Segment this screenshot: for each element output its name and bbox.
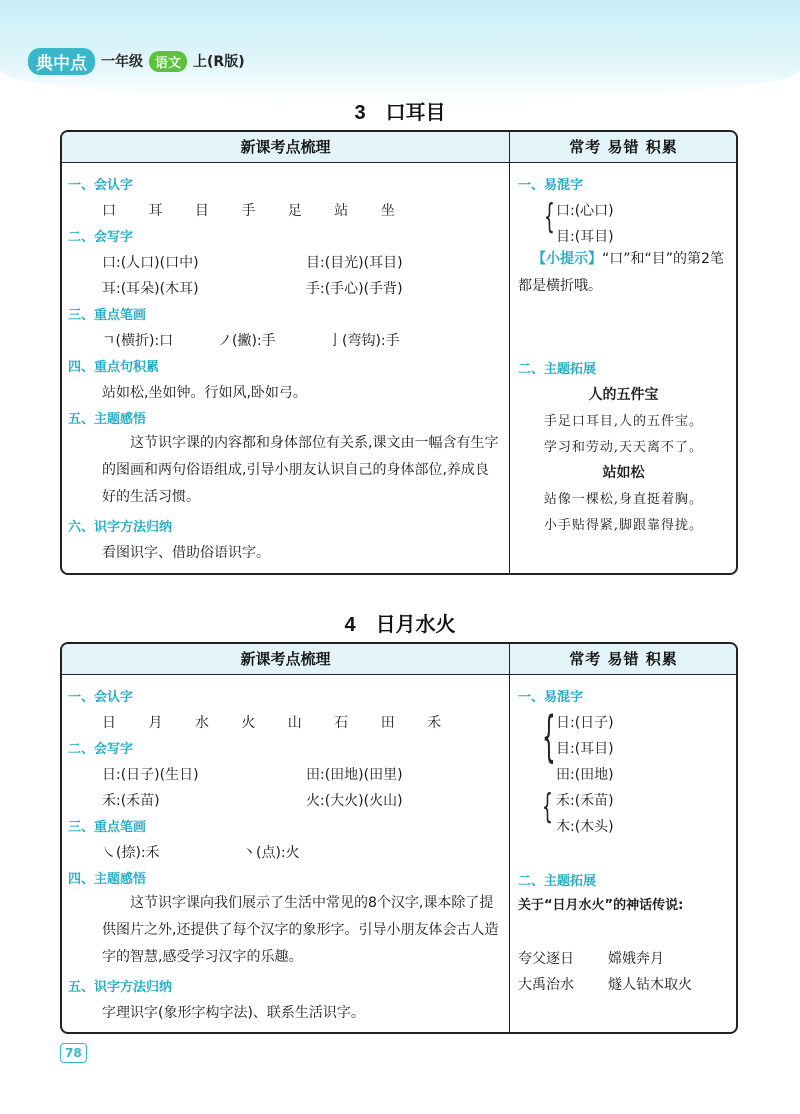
stroke-item: ㇏(捺):禾	[102, 845, 160, 861]
edition-label: 上(R版)	[193, 54, 245, 70]
key-sentence: 站如松,坐如钟。行如风,卧如弓。	[102, 385, 307, 401]
section-heading: 六、识字方法归纳	[68, 520, 173, 535]
right-column-header: 常考 易错 积累	[569, 138, 678, 156]
write-word: 火:(大火)(火山)	[306, 793, 403, 809]
section-heading: 二、会写字	[68, 742, 134, 757]
method-summary: 看图识字、借助俗语识字。	[102, 545, 270, 561]
stroke-item: ㄱ(横折):口	[102, 333, 174, 349]
section-heading: 一、会认字	[68, 690, 134, 705]
confusable-item: 日:(日子)	[556, 715, 614, 731]
column-divider	[509, 132, 510, 573]
section-heading: 三、重点笔画	[68, 308, 147, 323]
write-word: 田:(田地)(田里)	[306, 767, 403, 783]
write-word: 手:(手心)(手背)	[306, 281, 403, 297]
page-header	[28, 48, 245, 74]
subject-tag: 语文	[149, 51, 187, 72]
myth-item: 大禹治水	[518, 977, 574, 993]
lesson-3-card	[60, 130, 738, 575]
myth-item: 嫦娥奔月	[608, 951, 664, 967]
section-heading: 四、主题感悟	[68, 872, 147, 887]
lesson-4-card	[60, 642, 738, 1034]
write-word: 日:(日子)(生日)	[102, 767, 199, 783]
section-heading: 五、主题感悟	[68, 412, 147, 427]
write-word: 目:(目光)(耳目)	[306, 255, 403, 271]
section-heading: 一、会认字	[68, 178, 134, 193]
section-heading: 四、重点句积累	[68, 360, 160, 375]
section-heading: 一、易混字	[518, 690, 584, 705]
confusable-item: 口:(心口)	[556, 203, 614, 219]
method-summary: 字理识字(象形字构字法)、联系生活识字。	[102, 1005, 365, 1021]
left-column-header: 新课考点梳理	[240, 650, 331, 668]
left-column-header: 新课考点梳理	[240, 138, 331, 156]
section-heading: 二、会写字	[68, 230, 134, 245]
recognize-chars: 日 月 水 火 山 石 田 禾	[102, 715, 456, 731]
section-heading: 三、重点笔画	[68, 820, 147, 835]
poem-title: 站如松	[602, 465, 645, 481]
theme-insight: 这节识字课的内容都和身体部位有关系,课文由一幅含有生字的图画和两句俗语组成,引导小朋友认识自己的身体部位,养成良好的生活习惯。	[102, 435, 499, 505]
write-word: 禾:(禾苗)	[102, 793, 160, 809]
brace-icon: {	[544, 197, 555, 237]
myth-item: 夸父逐日	[518, 951, 574, 967]
stroke-item: 丶(点):火	[242, 845, 300, 861]
confusable-item: 目:(耳目)	[556, 741, 614, 757]
tip-text: 【小提示】“口”和“目”的第2笔都是横折哦。	[518, 251, 724, 294]
myth-intro: 关于“日月水火”的神话传说:	[518, 898, 684, 913]
brace-icon: {	[542, 787, 553, 827]
brace-icon: {	[542, 705, 556, 768]
poem-line: 学习和劳动,天天离不了。	[543, 440, 704, 455]
confusable-item: 禾:(禾苗)	[556, 793, 614, 809]
right-column-header: 常考 易错 积累	[569, 650, 678, 668]
write-word: 耳:(耳朵)(木耳)	[102, 281, 199, 297]
poem-line: 手足口耳目,人的五件宝。	[543, 414, 704, 429]
stroke-item: ノ(撇):手	[218, 333, 276, 349]
series-logo: 典中点	[28, 48, 95, 75]
myth-item: 燧人钻木取火	[608, 977, 692, 993]
stroke-item: 亅(弯钩):手	[328, 333, 400, 349]
poem-line: 小手贴得紧,脚跟靠得拢。	[543, 518, 704, 533]
write-word: 口:(人口)(口中)	[102, 255, 199, 271]
grade-label: 一年级	[101, 54, 143, 70]
section-heading: 二、主题拓展	[518, 874, 597, 889]
poem-line: 站像一棵松,身直挺着胸。	[543, 492, 704, 507]
lesson-4-title: 4 日月水火	[344, 612, 456, 636]
recognize-chars: 口 耳 目 手 足 站 坐	[102, 203, 409, 219]
confusable-item: 田:(田地)	[556, 767, 614, 783]
column-divider	[509, 644, 510, 1032]
poem-title: 人的五件宝	[588, 387, 659, 403]
section-heading: 二、主题拓展	[518, 362, 597, 377]
lesson-3-title: 3 口耳目	[354, 100, 446, 124]
confusable-item: 目:(耳目)	[556, 229, 614, 245]
section-heading: 五、识字方法归纳	[68, 980, 173, 995]
theme-insight: 这节识字课向我们展示了生活中常见的8个汉字,课本除了提供图片之外,还提供了每个汉字的象形字。引导小朋友体会古人造字的智慧,感受学习汉字的乐趣。	[102, 895, 499, 965]
confusable-item: 木:(木头)	[556, 819, 614, 835]
section-heading: 一、易混字	[518, 178, 584, 193]
page-number: 78	[60, 1043, 87, 1063]
